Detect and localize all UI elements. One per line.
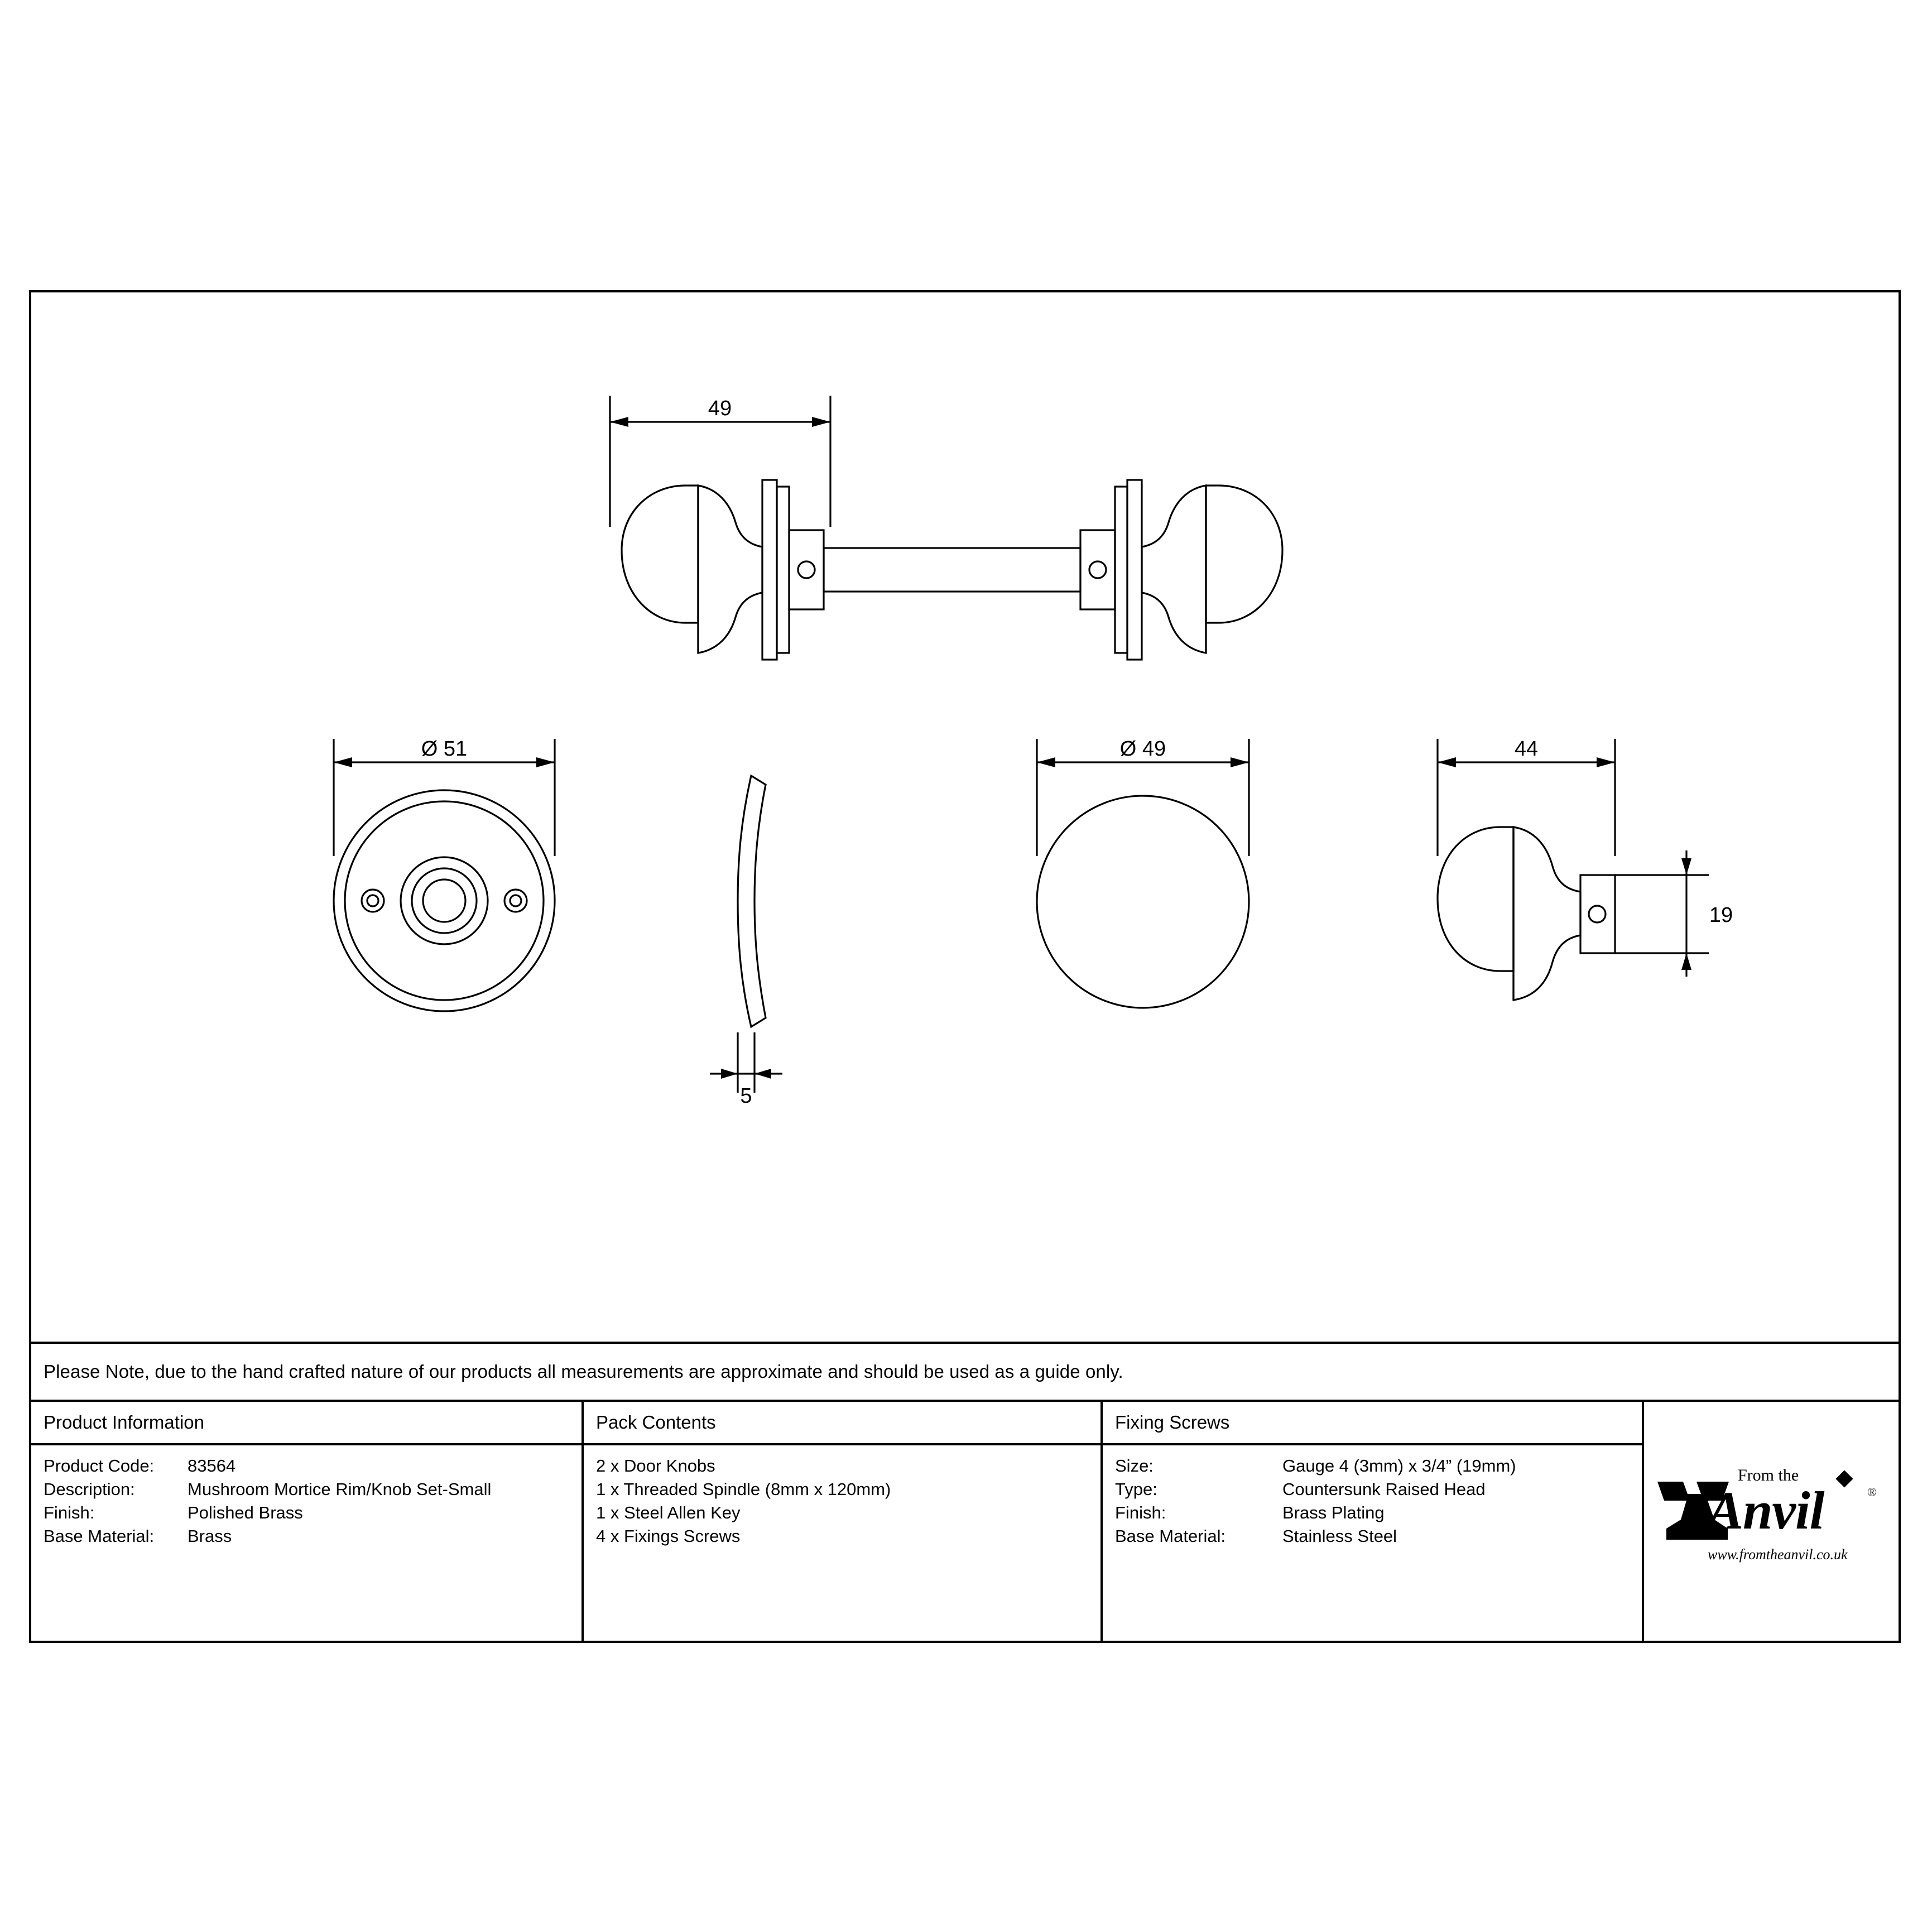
pack-contents-body — [584, 1445, 1100, 1548]
diamond-icon — [1835, 1470, 1853, 1487]
pack-contents-heading: Pack Contents — [584, 1402, 1100, 1445]
table-row — [44, 1501, 581, 1525]
table-row — [44, 1454, 581, 1478]
dimension-rose-thickness — [710, 1032, 782, 1093]
rose-profile-view — [738, 776, 766, 1027]
list-item: 4 x Fixings Screws — [596, 1526, 741, 1546]
knob-front-view — [1037, 796, 1249, 1008]
table-row — [1115, 1478, 1642, 1501]
row-value: Brass — [188, 1526, 232, 1546]
row-label: Size: — [1115, 1456, 1154, 1476]
left-knob-elevation — [622, 480, 1080, 660]
list-item: 2 x Door Knobs — [596, 1456, 715, 1476]
row-value: Countersunk Raised Head — [1282, 1479, 1486, 1499]
row-value: Brass Plating — [1282, 1503, 1385, 1522]
product-information-body — [31, 1445, 581, 1548]
dim-label-projection-width: 49 — [708, 397, 732, 420]
logo-from-the: From the — [1738, 1466, 1799, 1484]
dim-label-rose-diameter: Ø 51 — [421, 737, 468, 761]
fixing-screws-column — [1103, 1402, 1644, 1641]
note-strip — [31, 1342, 1899, 1400]
row-label: Base Material: — [1115, 1526, 1226, 1546]
row-value: 83564 — [188, 1456, 236, 1476]
product-information-heading: Product Information — [31, 1402, 581, 1445]
dim-label-knob-diameter: Ø 49 — [1119, 737, 1166, 761]
row-label: Type: — [1115, 1479, 1157, 1499]
row-value: Gauge 4 (3mm) x 3/4” (19mm) — [1282, 1456, 1516, 1476]
brand-logo-column — [1644, 1402, 1899, 1641]
row-value: Mushroom Mortice Rim/Knob Set-Small — [188, 1479, 492, 1499]
row-value: Stainless Steel — [1282, 1526, 1397, 1546]
knob-side-view — [1438, 827, 1615, 1000]
dim-label-knob-side-height: 19 — [1709, 903, 1733, 927]
table-row — [1115, 1454, 1642, 1478]
list-item: 1 x Steel Allen Key — [596, 1503, 741, 1522]
drawing-area — [31, 292, 1899, 1342]
table-row — [44, 1525, 581, 1548]
product-drawing — [31, 292, 1899, 1342]
row-value: Polished Brass — [188, 1503, 303, 1522]
fixing-screws-heading: Fixing Screws — [1103, 1402, 1642, 1445]
brand-logo — [1644, 1402, 1899, 1641]
right-knob-elevation — [1080, 480, 1282, 660]
row-label: Finish: — [1115, 1503, 1166, 1522]
table-row — [44, 1478, 581, 1501]
row-label: Finish: — [44, 1503, 95, 1522]
table-row — [1115, 1501, 1642, 1525]
logo-anvil: Anvil — [1708, 1481, 1824, 1540]
dim-label-knob-side-width: 44 — [1514, 737, 1539, 761]
measurements-note: Please Note, due to the hand crafted nature of our products all measurements are approximate and should be used as a guide only. — [44, 1361, 1123, 1382]
table-row — [1115, 1525, 1642, 1548]
pack-contents-column — [584, 1402, 1103, 1641]
info-table — [31, 1400, 1899, 1641]
technical-drawing-sheet — [29, 290, 1901, 1643]
dim-label-rose-thickness: 5 — [740, 1084, 752, 1108]
product-information-column — [31, 1402, 584, 1641]
row-label: Product Code: — [44, 1456, 155, 1476]
fixing-screws-body — [1103, 1445, 1642, 1548]
list-item: 1 x Threaded Spindle (8mm x 120mm) — [596, 1479, 891, 1499]
row-label: Base Material: — [44, 1526, 155, 1546]
row-label: Description: — [44, 1479, 135, 1499]
logo-website-url: www.fromtheanvil.co.uk — [1708, 1546, 1848, 1563]
logo-registered-mark: ® — [1867, 1485, 1877, 1499]
dimension-knob-side-height — [1615, 850, 1709, 977]
rose-front-view — [334, 790, 555, 1011]
